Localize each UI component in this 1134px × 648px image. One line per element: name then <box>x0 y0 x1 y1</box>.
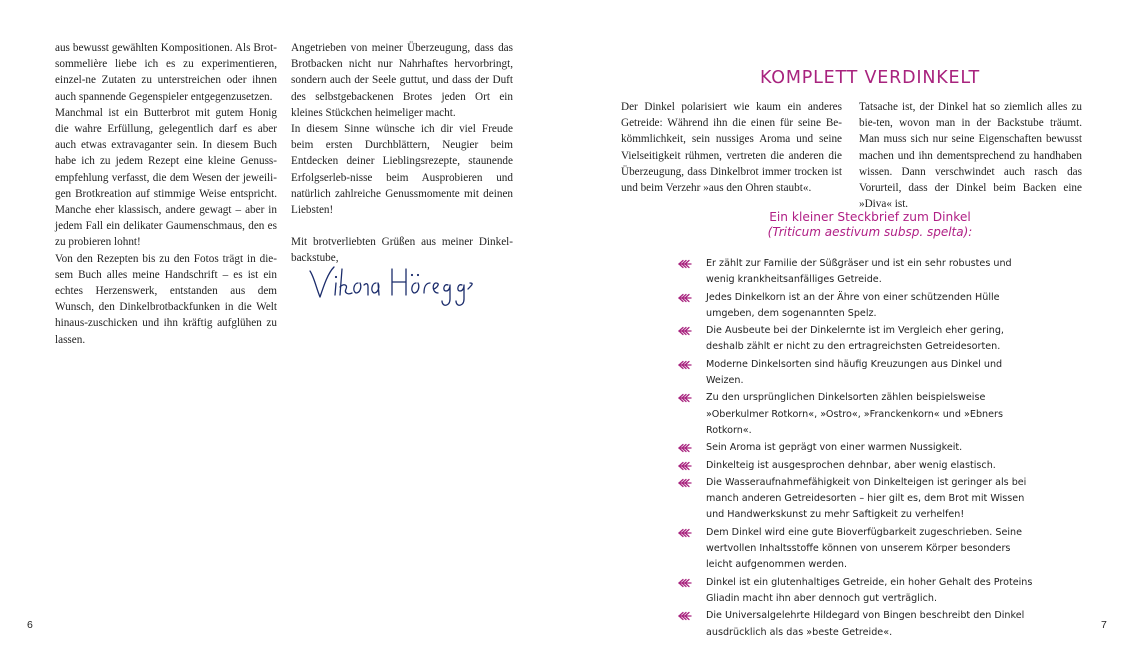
list-item-text: Dinkel ist ein glutenhaltiges Getreide, ein hoher Gehalt des Proteins Gliadin macht ihn aber dennoch gut verträglich. <box>706 576 1033 604</box>
grain-arrow-icon <box>678 461 692 471</box>
paragraph: In diesem Sinne wünsche ich dir viel Freude beim ersten Durchblättern, Neugier beim Entdecken deiner Lieblingsrezepte, staunende Erfolgserleb-nisse beim Ausprobieren und natürlich zahlreiche Genussmomente mit deinen Liebsten! <box>291 123 513 217</box>
list-item <box>678 458 1038 474</box>
closing-greeting: Mit brotverliebten Grüßen aus meiner Dinkel-backstube, <box>291 236 513 265</box>
list-item <box>678 256 1038 289</box>
list-item <box>678 357 1038 390</box>
list-item-text: Sein Aroma ist geprägt von einer warmen Nussigkeit. <box>706 442 963 454</box>
list-item <box>678 575 1038 608</box>
list-item-text: Dinkelteig ist ausgesprochen dehnbar, aber wenig elastisch. <box>706 459 996 471</box>
grain-arrow-icon <box>678 326 692 336</box>
paragraph: Von den Rezepten bis zu den Fotos trägt in die-sem Buch alles meine Handschrift – es ist ein echtes Herzenswerk, entstanden aus dem Wunsch, den Dinkelbrotbackfunken in die Welt hinaus-zuschicken und ihn kräftig aufglühen zu lassen. <box>55 252 277 346</box>
list-item <box>678 525 1038 574</box>
grain-arrow-icon <box>678 293 692 303</box>
signature <box>306 263 476 313</box>
grain-arrow-icon <box>678 528 692 538</box>
list-item-text: Die Ausbeute bei der Dinkelernte ist im Vergleich eher gering, deshalb zählt er nicht zu den ertragreichsten Getreidesorten. <box>706 325 1004 353</box>
grain-arrow-icon <box>678 478 692 488</box>
grain-arrow-icon <box>678 578 692 588</box>
list-item-text: Zu den ursprünglichen Dinkelsorten zählen beispielsweise »Oberkulmer Rotkorn«, »Ostro«, »Franckenkorn« und »Ebners Rotkorn«. <box>706 392 1003 436</box>
grain-arrow-icon <box>678 259 692 269</box>
facts-list <box>678 256 1038 642</box>
list-item <box>678 290 1038 323</box>
paragraph: Manchmal ist ein Butterbrot mit gutem Honig die wahre Erfüllung, gelegentlich darf es aber auch etwas extravaganter sein. In diesem Buch habe ich zu jedem Rezept eine kleine Genuss-empfehlung verfasst, die dem Wesen der jeweili-gen Brotkreation auf stimmige Weise entspricht. Manche eher klassisch, andere gewagt – aber in jedem Fall ein delikater Gaumenschmaus, den es zu probieren lohnt! <box>55 106 277 249</box>
page-number-left: 6 <box>27 619 33 631</box>
paragraph: aus bewusst gewählten Kompositionen. Als Brot-sommelière liebe ich es zu experimentieren, einzel-ne Zutaten zu unterstreichen oder ihnen auch spannende Gegenspieler entgegenzusetzen. <box>55 42 277 103</box>
page-number-right: 7 <box>1101 619 1107 631</box>
grain-arrow-icon <box>678 443 692 453</box>
page-title: KOMPLETT VERDINKELT <box>759 67 981 88</box>
left-page-column-2 <box>291 40 513 267</box>
list-item <box>678 608 1038 641</box>
paragraph: Angetrieben von meiner Überzeugung, dass das Brotbacken nicht nur Nahrhaftes hervorbringt, sondern auch der Seele guttut, und dass der Duft des selbstgebackenen Brotes jeden Ort ein kleines Stückchen heimeliger macht. <box>291 42 513 119</box>
list-item-text: Jedes Dinkelkorn ist an der Ähre von einer schützenden Hülle umgeben, dem sogenannten Spelz. <box>706 291 1000 319</box>
list-item-text: Dem Dinkel wird eine gute Bioverfügbarkeit zugeschrieben. Seine wertvollen Inhaltsstoffe können von unserem Körper besonders leicht aufgenommen werden. <box>706 526 1023 571</box>
latin-name: (Triticum aestivum subsp. spelta): <box>767 225 973 239</box>
subheading: Ein kleiner Steckbrief zum Dinkel <box>769 210 971 224</box>
list-item <box>678 390 1038 439</box>
list-item-text: Die Wasseraufnahmefähigkeit von Dinkelteigen ist geringer als bei manch anderen Getreidesorten – hier gilt es, dem Brot mit Wissen und Handwerkskunst zu mehr Saftigkeit zu verhelfen! <box>706 476 1027 521</box>
list-item-text: Er zählt zur Familie der Süßgräser und ist ein sehr robustes und wenig krankheitsanfälliges Getreide. <box>706 258 1012 286</box>
right-intro-column-1 <box>621 99 842 196</box>
paragraph: Tatsache ist, der Dinkel hat so ziemlich alles zu bie-ten, wovon man in der Backstube träumt. Man muss sich nur seine Eigenschaften bewusst machen und ihn dementsprechend zu handhaben wissen. Dann verschwindet auch rasch das Vorurteil, dass der Dinkel beim Backen eine »Diva« ist. <box>859 101 1082 211</box>
list-item <box>678 323 1038 356</box>
left-page-column-1 <box>55 40 277 348</box>
paragraph: Der Dinkel polarisiert wie kaum ein anderes Getreide: Während ihn die einen für seine Be-kömmlichkeit, sein nussiges Aroma und seine Vielseitigkeit rühmen, vertreten die anderen die Überzeugung, dass Dinkelbrot immer trocken ist und beim Verzehr »aus den Ohren staubt«. <box>621 101 842 195</box>
list-item-text: Moderne Dinkelsorten sind häufig Kreuzungen aus Dinkel und Weizen. <box>706 358 1003 387</box>
right-intro-column-2 <box>859 99 1082 212</box>
grain-arrow-icon <box>678 393 692 403</box>
list-item <box>678 475 1038 524</box>
list-item-text: Die Universalgelehrte Hildegard von Bingen beschreibt den Dinkel ausdrücklich als das »beste Getreide«. <box>706 610 1025 638</box>
list-item <box>678 440 1038 456</box>
grain-arrow-icon <box>678 611 692 621</box>
grain-arrow-icon <box>678 360 692 370</box>
